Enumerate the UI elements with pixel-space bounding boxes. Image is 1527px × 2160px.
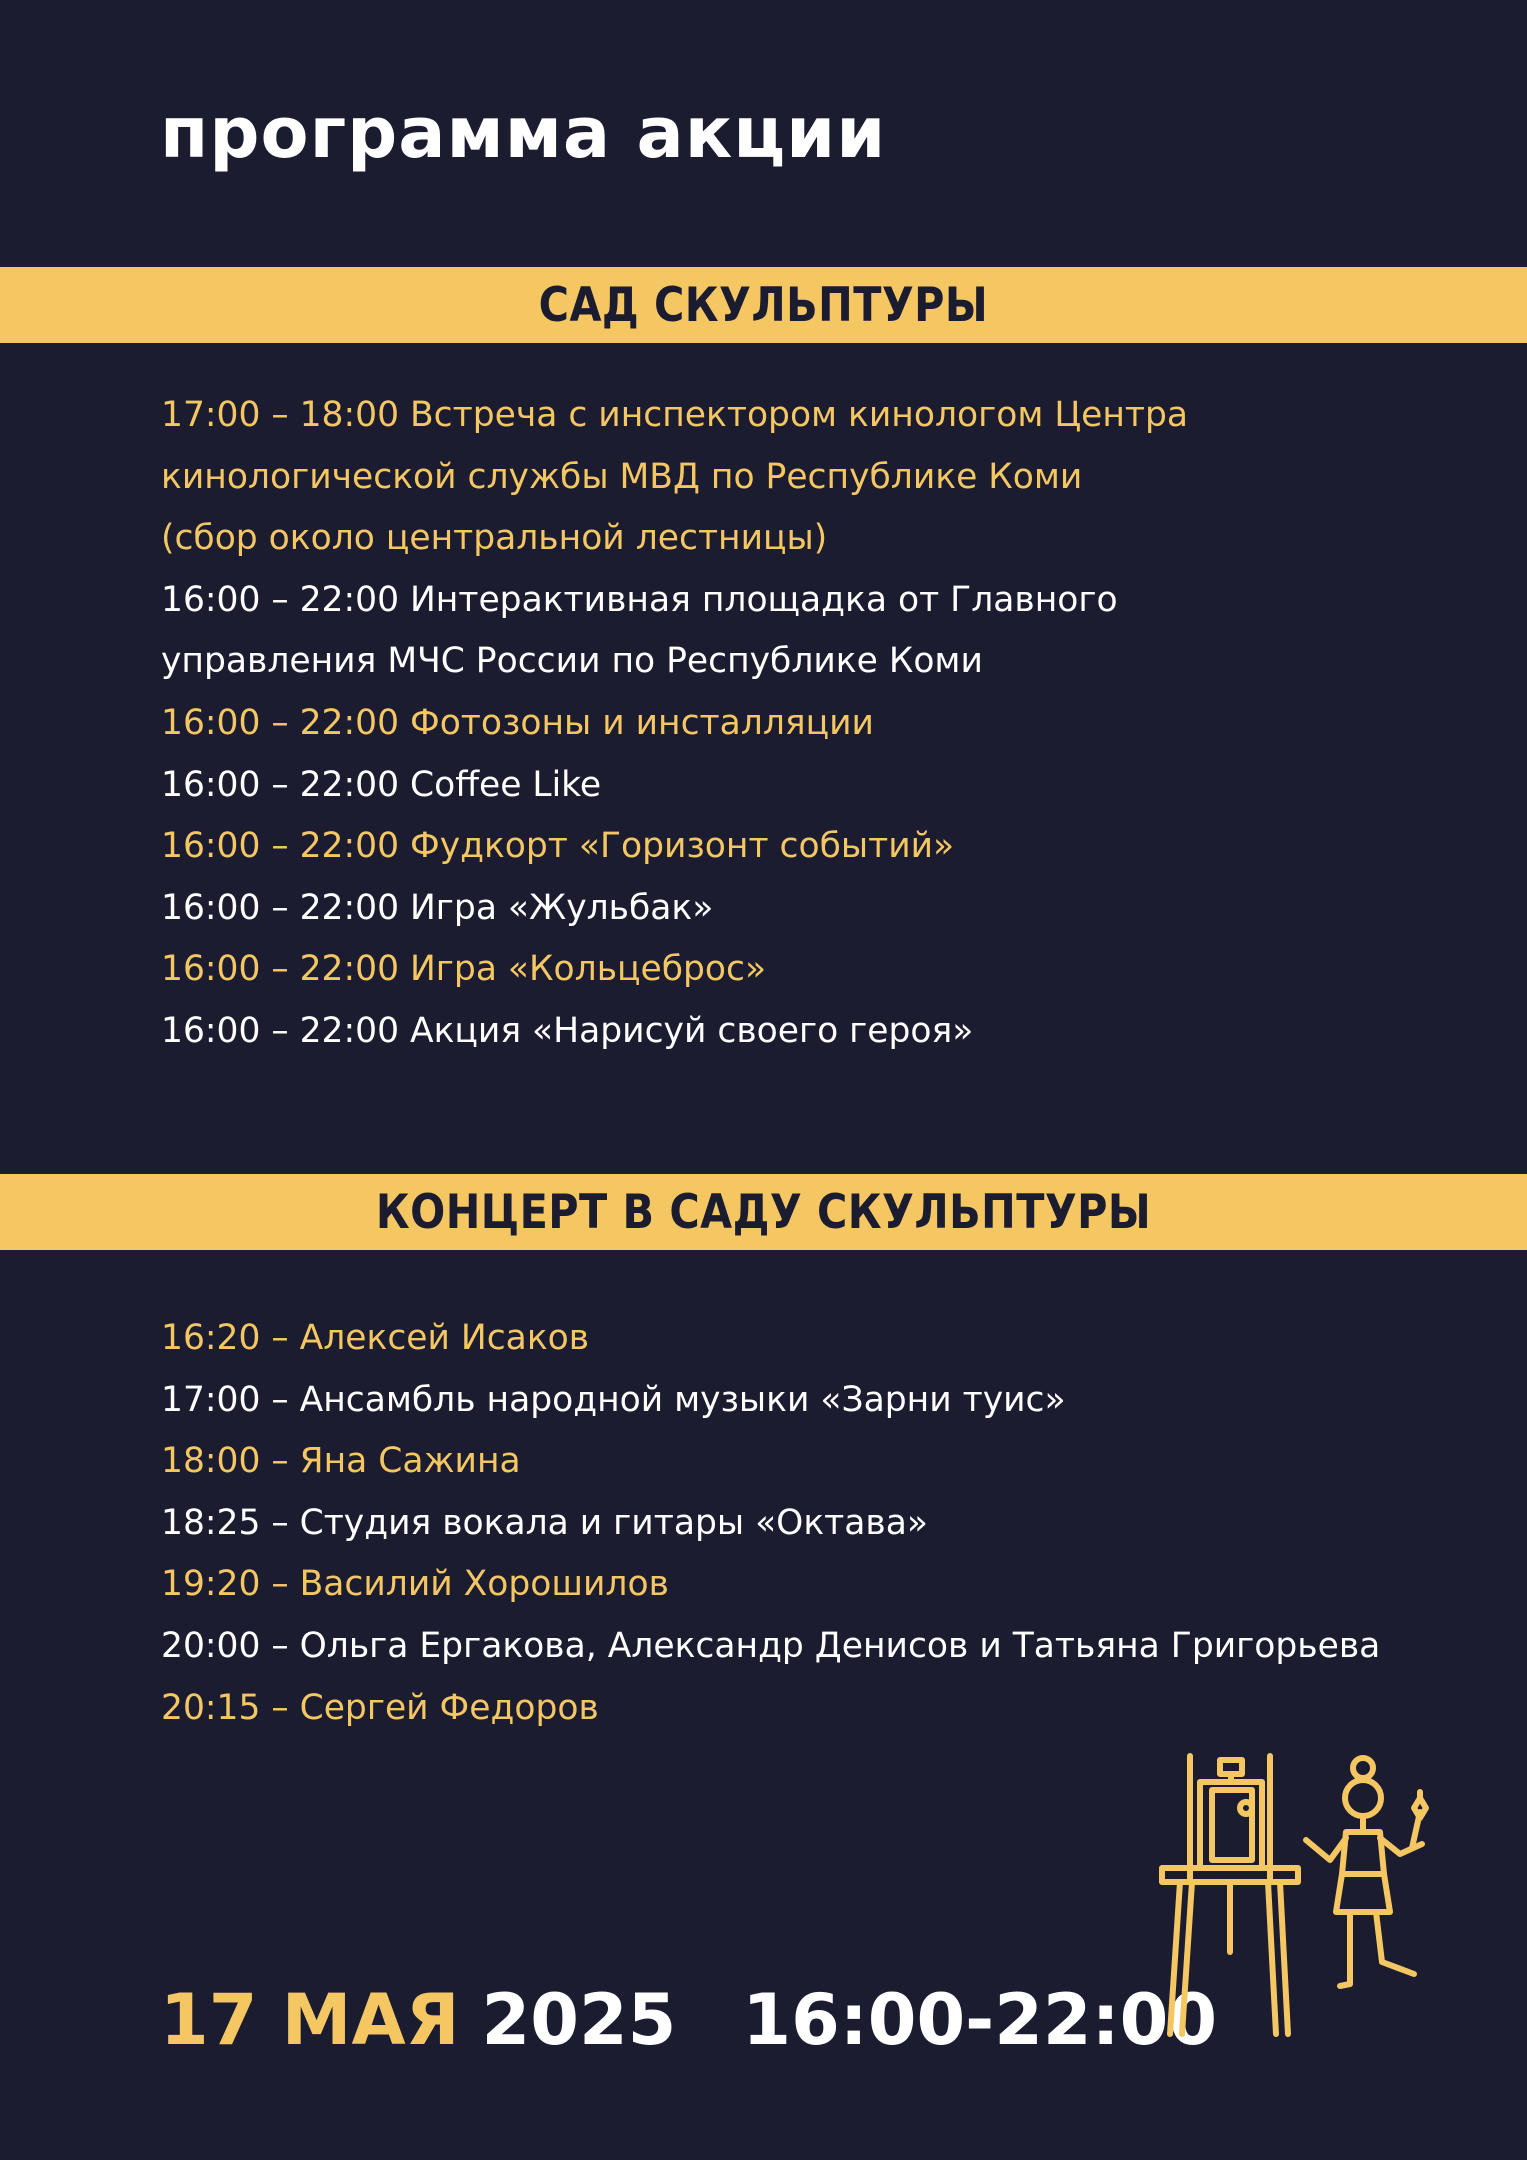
schedule-line: 16:20 – Алексей Исаков <box>161 1318 590 1358</box>
section-header-sculpture-garden <box>0 267 1527 343</box>
event-time: 16:00-22:00 <box>742 1979 1218 2061</box>
schedule-line: 20:15 – Сергей Федоров <box>161 1687 599 1728</box>
artist-at-easel-icon <box>1150 1752 1450 2052</box>
event-date-day: 17 МАЯ <box>160 1979 460 2061</box>
page-title: программа акции <box>160 92 887 174</box>
schedule-line: 18:00 – Яна Сажина <box>161 1441 521 1482</box>
event-date-year: 2025 <box>481 1979 677 2061</box>
schedule-line: управления МЧС России по Республике Коми <box>161 641 983 682</box>
schedule-line: (сбор около центральной лестницы) <box>161 518 828 559</box>
schedule-line: 16:00 – 22:00 Игра «Жульбак» <box>161 887 714 928</box>
schedule-line: 17:00 – Ансамбль народной музыки «Зарни туис» <box>161 1379 1066 1420</box>
event-date-time <box>160 1970 1217 2070</box>
section-heading: САД СКУЛЬПТУРЫ <box>538 277 989 333</box>
schedule-line: 16:00 – 22:00 Игра «Кольцеброс» <box>161 949 767 990</box>
schedule-line: 16:00 – 22:00 Интерактивная площадка от Главного <box>161 579 1118 620</box>
schedule-list-sculpture-garden <box>161 385 1188 1063</box>
schedule-line: 16:00 – 22:00 Фотозоны и инсталляции <box>161 702 874 743</box>
schedule-line: 17:00 – 18:00 Встреча с инспектором кинологом Центра <box>161 395 1189 435</box>
schedule-line: 20:00 – Ольга Ергакова, Александр Денисов и Татьяна Григорьева <box>161 1625 1381 1666</box>
schedule-line: 16:00 – 22:00 Акция «Нарисуй своего героя» <box>161 1010 974 1051</box>
section-header-concert <box>0 1174 1527 1250</box>
schedule-line: 16:00 – 22:00 Coffee Like <box>161 764 602 805</box>
schedule-list-concert <box>161 1308 1380 1739</box>
schedule-line: кинологической службы МВД по Республике Коми <box>161 456 1083 497</box>
section-heading: КОНЦЕРТ В САДУ СКУЛЬПТУРЫ <box>375 1184 1152 1240</box>
schedule-line: 18:25 – Студия вокала и гитары «Октава» <box>161 1502 928 1543</box>
schedule-line: 19:20 – Василий Хорошилов <box>161 1564 669 1605</box>
schedule-line: 16:00 – 22:00 Фудкорт «Горизонт событий» <box>161 826 955 867</box>
